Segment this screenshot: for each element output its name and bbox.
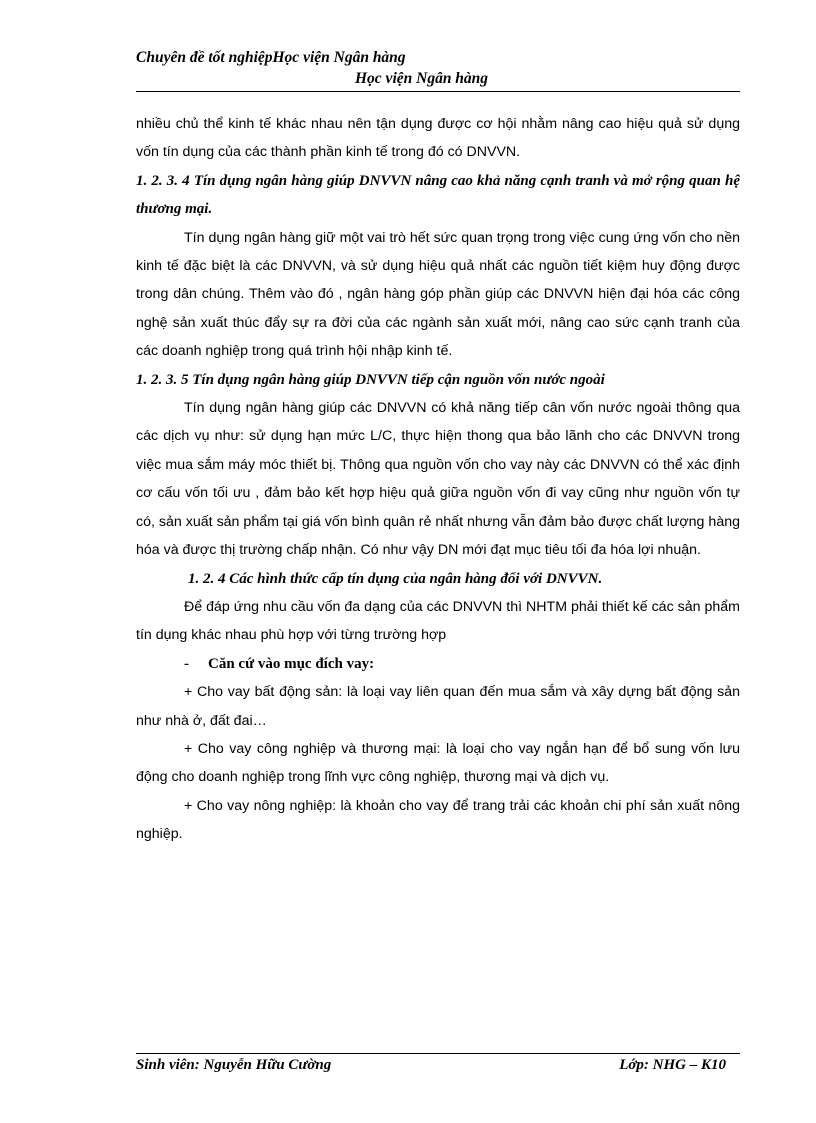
paragraph: nhiều chủ thể kinh tế khác nhau nên tận dụng được cơ hội nhằm nâng cao hiệu quả sử dụng vốn tín dụng của các thành phần kinh tế trong đó có DNVVN. [136,116,740,161]
header-title: Chuyên đề tốt nghiệpHọc viện Ngân hàng [136,49,406,66]
document-body [136,110,740,849]
bullet-item [136,650,740,678]
bullet-text: Căn cứ vào mục đích vay: [208,655,375,672]
footer-student: Sinh viên: Nguyễn Hữu Cường [136,1057,332,1073]
footer-divider [136,1053,740,1054]
paragraph: + Cho vay bất động sản: là loại vay liên quan đến mua sắm và xây dựng bất động sản như nhà ở, đất đai… [136,684,740,729]
paragraph: + Cho vay công nghiệp và thương mại: là loại cho vay ngắn hạn để bổ sung vốn lưu động cho doanh nghiệp trong lĩnh vực công nghiệp, thương mại và dịch vụ. [136,740,740,786]
paragraph: Tín dụng ngân hàng giúp các DNVVN có khả năng tiếp cân vốn nước ngoài thông qua các dịch vụ như: sử dụng hạn mức L/C, thực hiện thong qua bảo lãnh cho các DNVVN trong việc mua sắm máy móc thiết bị. Thông qua nguồn vốn cho vay này các DNVVN có thể xác định cơ cấu vốn tối ưu , đảm bảo kết hợp hiệu quả giữa nguồn vốn đi vay cũng như nguồn vốn tự có, sản xuất sản phẩm tại giá vốn bình quân rẻ nhất nhưng vẫn đảm bảo được chất lượng hàng hóa và được thị trường chấp nhận. Có như vậy DN mới đạt mục tiêu tối đa hóa lợi nhuận. [136,400,740,559]
paragraph: Để đáp ứng nhu cầu vốn đa dạng của các DNVVN thì NHTM phải thiết kế các sản phẩm tín dụng khác nhau phù hợp với từng trường hợp [136,598,740,644]
header-subtitle: Học viện Ngân hàng [355,70,489,87]
section-heading: 1. 2. 4 Các hình thức cấp tín dụng của ngân hàng đối với DNVVN. [188,570,603,587]
footer-class: Lớp: NHG – K10 [619,1057,726,1073]
paragraph: + Cho vay nông nghiệp: là khoản cho vay để trang trải các khoản chi phí sản xuất nông nghiệp. [136,797,740,843]
bullet-dash: - [184,655,189,672]
paragraph: Tín dụng ngân hàng giữ một vai trò hết sức quan trọng trong việc cung ứng vốn cho nền kinh tế đặc biệt là các DNVVN, và sử dụng hiệu quả nhất các nguồn tiết kiệm huy động được trong dân chúng. Thêm vào đó , ngân hàng góp phần giúp các DNVVN hiện đại hóa các công nghệ sản xuất thúc đẩy sự ra đời của các ngành sản xuất mới, nâng cao sức cạnh tranh của các doanh nghiệp trong quá trình hội nhập kinh tế. [136,229,740,360]
section-heading: 1. 2. 3. 4 Tín dụng ngân hàng giúp DNVVN nâng cao khả năng cạnh tranh và mở rộng quan hệ thương mại. [136,172,740,218]
section-heading: 1. 2. 3. 5 Tín dụng ngân hàng giúp DNVVN tiếp cận nguồn vốn nước ngoài [136,371,605,388]
header-divider [136,91,740,92]
